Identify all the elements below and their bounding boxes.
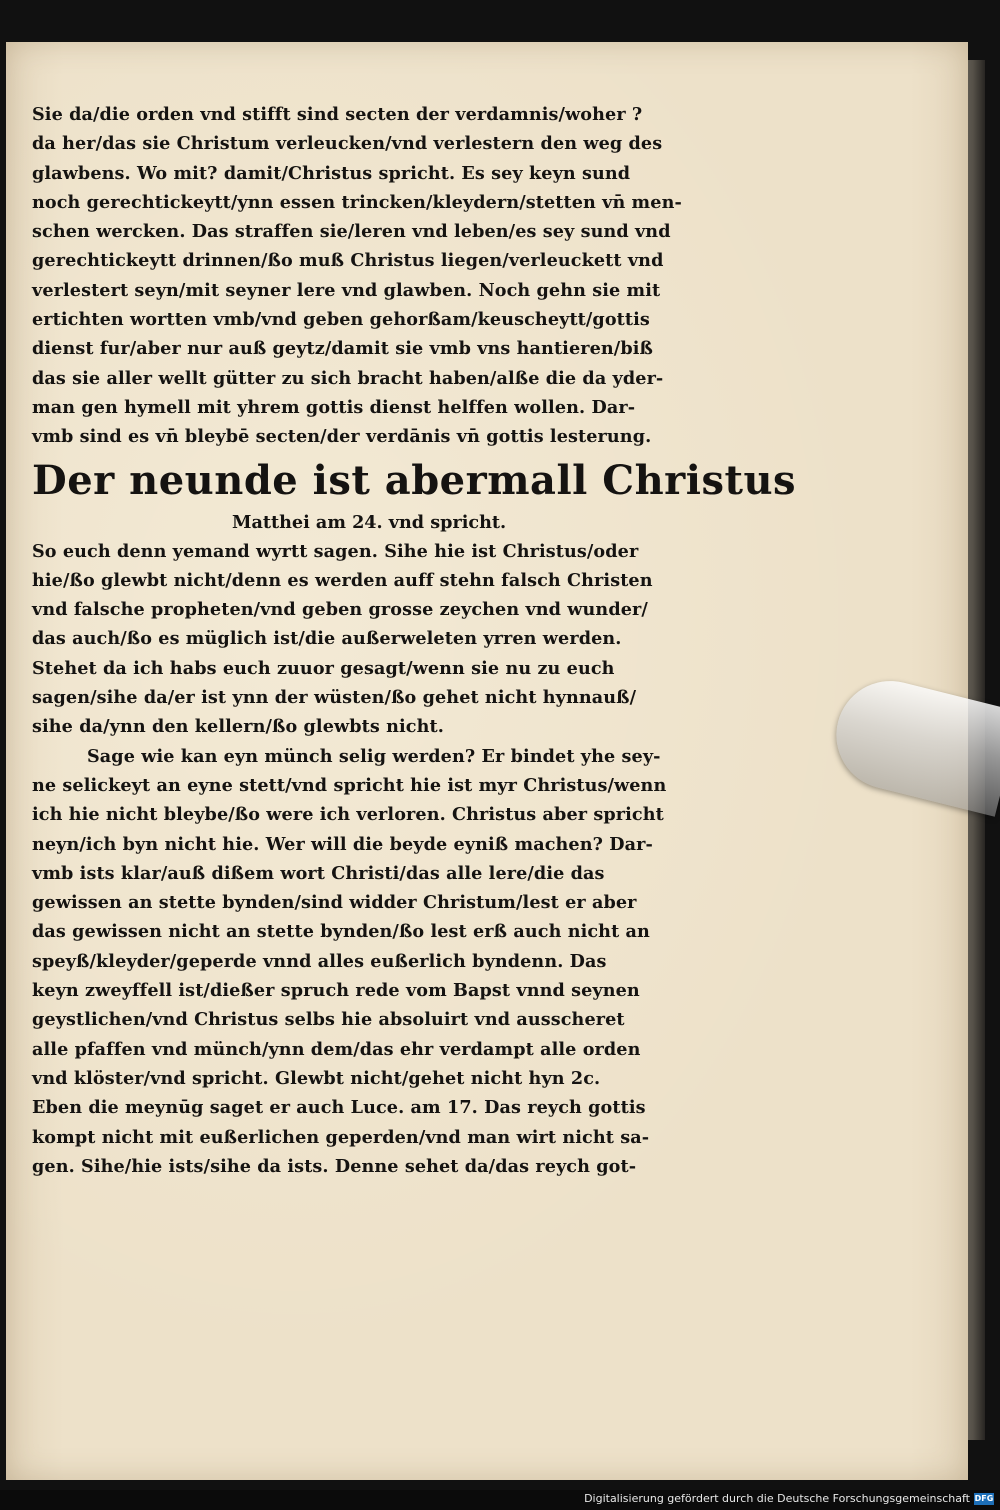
text-line: Sage wie kan eyn münch selig werden? Er bindet yhe sey- bbox=[87, 745, 661, 767]
text-line: da her/das sie Christum verleucken/vnd verlestern den weg des bbox=[32, 133, 663, 155]
text-line: schen wercken. Das straffen sie/leren vnd leben/es sey sund vnd bbox=[32, 221, 671, 243]
text-line: kompt nicht mit eußerlichen geperden/vnd man wirt nicht sa- bbox=[32, 1126, 650, 1148]
text-line: gen. Sihe/hie ists/sihe da ists. Denne sehet da/das reych got- bbox=[32, 1155, 637, 1177]
text-line: man gen hymell mit yhrem gottis dienst helffen wollen. Dar- bbox=[32, 396, 636, 418]
text-line: geystlichen/vnd Christus selbs hie absoluirt vnd ausscheret bbox=[32, 1009, 625, 1031]
text-line: gewissen an stette bynden/sind widder Christum/lest er aber bbox=[32, 892, 637, 914]
text-line: vnd klöster/vnd spricht. Glewbt nicht/gehet nicht hyn 2c. bbox=[32, 1067, 601, 1089]
text-line: gerechtickeytt drinnen/ßo muß Christus liegen/verleuckett vnd bbox=[32, 250, 664, 272]
text-line: vmb sind es vn̄ bleybē secten/der verdānis vn̄ gottis lesterung. bbox=[32, 426, 652, 448]
text-line: dienst fur/aber nur auß geytz/damit sie vmb vns hantieren/biß bbox=[32, 338, 653, 360]
text-line: verlestert seyn/mit seyner lere vnd glawben. Noch gehn sie mit bbox=[32, 279, 661, 301]
text-line: hie/ßo glewbt nicht/denn es werden auff stehn falsch Christen bbox=[32, 569, 653, 591]
text-line: vnd falsche propheten/vnd geben grosse zeychen vnd wunder/ bbox=[32, 599, 648, 621]
text-line: speyß/kleyder/geperde vnnd alles eußerlich byndenn. Das bbox=[32, 950, 607, 972]
text-line: neyn/ich byn nicht hie. Wer will die beyde eyniß machen? Dar- bbox=[32, 833, 653, 855]
text-line: glawbens. Wo mit? damit/Christus spricht. Es sey keyn sund bbox=[32, 162, 631, 184]
text-line: Stehet da ich habs euch zuuor gesagt/wenn sie nu zu euch bbox=[32, 657, 615, 679]
text-line: das gewissen nicht an stette bynden/ßo lest erß auch nicht an bbox=[32, 921, 650, 943]
text-line: So euch denn yemand wyrtt sagen. Sihe hie ist Christus/oder bbox=[32, 540, 639, 562]
text-line: ne selickeyt an eyne stett/vnd spricht hie ist myr Christus/wenn bbox=[32, 774, 667, 796]
page-text bbox=[32, 100, 797, 1181]
text-line: Eben die meynūg saget er auch Luce. am 17. Das reych gottis bbox=[32, 1097, 646, 1119]
paragraph-1 bbox=[32, 100, 712, 452]
text-line: sagen/sihe da/er ist ynn der wüsten/ßo gehet nicht hynnauß/ bbox=[32, 687, 637, 709]
section-subheading: Matthei am 24. vnd spricht. bbox=[232, 511, 507, 533]
text-line: vmb ists klar/auß dißem wort Christi/das alle lere/die das bbox=[32, 862, 605, 884]
section-heading: Der neunde ist abermall Christus bbox=[32, 456, 797, 504]
footer-credit: Digitalisierung gefördert durch die Deutsche Forschungsgemeinschaft bbox=[584, 1492, 970, 1505]
text-line: sihe da/ynn den kellern/ßo glewbts nicht. bbox=[32, 716, 444, 738]
text-line: das auch/ßo es müglich ist/die außerweleten yrren werden. bbox=[32, 628, 622, 650]
text-line: das sie aller wellt gütter zu sich bracht haben/alße die da yder- bbox=[32, 367, 664, 389]
paragraph-2 bbox=[32, 537, 712, 742]
text-line: keyn zweyffell ist/dießer spruch rede vom Bapst vnnd seynen bbox=[32, 980, 640, 1002]
text-line: ich hie nicht bleybe/ßo were ich verloren. Christus aber spricht bbox=[32, 804, 664, 826]
text-line: ertichten wortten vmb/vnd geben gehorßam/keuscheytt/gottis bbox=[32, 309, 650, 331]
text-line: noch gerechtickeytt/ynn essen trincken/kleydern/stetten vn̄ men- bbox=[32, 191, 682, 213]
text-line: alle pfaffen vnd münch/ynn dem/das ehr verdampt alle orden bbox=[32, 1038, 641, 1060]
text-line: Sie da/die orden vnd stifft sind secten der verdamnis/woher ? bbox=[32, 104, 643, 125]
dfg-logo: DFG bbox=[974, 1494, 994, 1503]
paragraph-3 bbox=[32, 742, 712, 1181]
